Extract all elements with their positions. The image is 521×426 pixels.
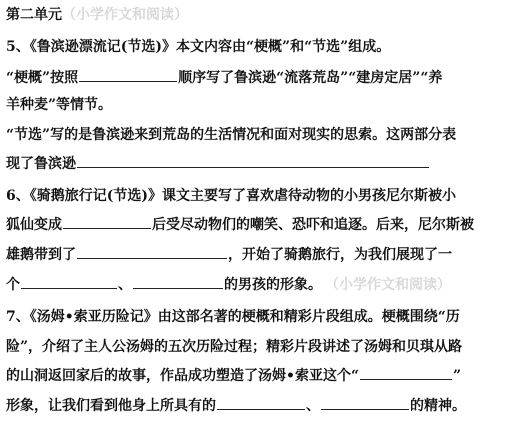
q6-text: 的男孩的形象。: [224, 277, 322, 293]
answer-blank[interactable]: [79, 65, 177, 82]
answer-blank[interactable]: [63, 212, 151, 229]
q7-text: 、: [306, 398, 320, 414]
answer-blank[interactable]: [133, 272, 223, 289]
q7-line-2: 险”，介绍了主人公汤姆的五次历险过程；精彩片段讲述了汤姆和贝琪从路: [6, 339, 463, 355]
answer-blank[interactable]: [77, 242, 227, 259]
q5-text: “梗概”按照: [6, 70, 79, 86]
answer-blank[interactable]: [77, 151, 429, 168]
q7-line-1: 7、《汤姆•索亚历险记》由这部名著的梗概和精彩片段组成。梗概围绕“历: [6, 309, 460, 325]
q7-line-3: [6, 363, 461, 389]
q6-line-2: [6, 212, 474, 238]
q6-text: 后受尽动物们的嘲笑、恐吓和追逐。后来，尼尔斯被: [152, 217, 474, 233]
q6-text: ，开始了骑鹅旅行，为我们展现了一: [228, 247, 452, 263]
q7-text: 形象，让我们看到他身上所具有的: [6, 398, 216, 414]
answer-blank[interactable]: [217, 393, 305, 410]
unit-title: 第二单元: [6, 7, 62, 23]
q6-text: 个: [6, 277, 20, 293]
q5-line-3: 羊种麦”等情节。: [6, 97, 113, 113]
q7-text: 的山洞返回家后的故事，作品成功塑造了汤姆•索亚这个“: [6, 368, 359, 384]
q6-text: 、: [118, 277, 132, 293]
q6-text: 狐仙变成: [6, 217, 62, 233]
q5-text: 现了鲁滨逊: [6, 156, 76, 172]
answer-blank[interactable]: [360, 363, 452, 380]
answer-blank[interactable]: [321, 393, 409, 410]
q6-line-3: [6, 242, 452, 268]
q5-line-4: “节选”写的是鲁滨逊来到荒岛的生活情况和面对现实的思索。这两部分表: [6, 127, 457, 143]
q7-text: ”: [453, 368, 462, 384]
q5-line-5: [6, 151, 430, 177]
q5-text: 顺序写了鲁滨逊“流落荒岛”“建房定居”“养: [178, 70, 443, 86]
q6-text: 雄鹅带到了: [6, 247, 76, 263]
q7-text: 的精神。: [410, 398, 466, 414]
q5-line-1: 5、《鲁滨逊漂流记(节选)》本文内容由“梗概”和“节选”组成。: [6, 39, 391, 55]
q6-line-1: 6、《骑鹅旅行记(节选)》课文主要写了喜欢虐待动物的小男孩尼尔斯被小: [6, 188, 456, 204]
unit-heading: [6, 2, 188, 28]
q5-line-2: [6, 65, 442, 91]
q7-line-4: [6, 393, 466, 419]
q6-line-4: [6, 272, 451, 298]
answer-blank[interactable]: [21, 272, 117, 289]
unit-watermark: （小学作文和阅读）: [62, 7, 188, 23]
q6-watermark: （小学作文和阅读）: [332, 277, 451, 293]
